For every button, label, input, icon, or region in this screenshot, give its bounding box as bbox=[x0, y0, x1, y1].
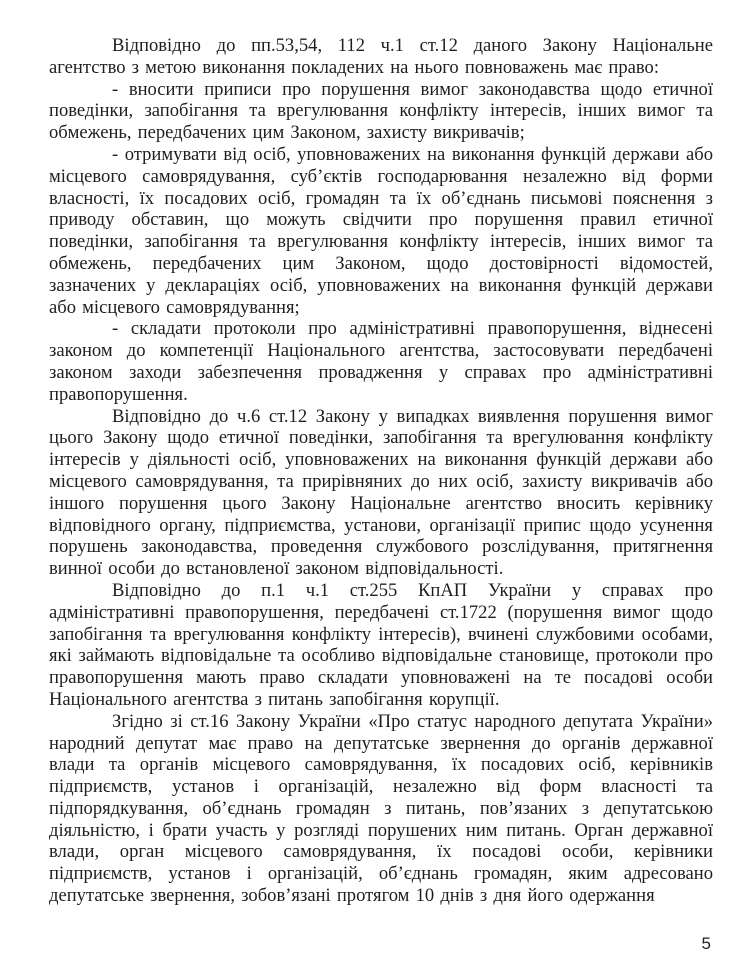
document-text-block bbox=[49, 35, 713, 907]
paragraph: Відповідно до п.1 ч.1 ст.255 КпАП України у справах про адміністративні правопорушення, передбачені ст.1722 (порушення вимог щодо запобігання та врегулювання конфлікту інтересів), вчинені службовими особами, які займають відповідальне та особливо відповідальне становище, протоколи про правопорушення мають право складати уповноважені на те посадові особи Національного агентства з питань запобігання корупції. bbox=[49, 579, 713, 710]
paragraph: Відповідно до ч.6 ст.12 Закону у випадках виявлення порушення вимог цього Закону щодо етичної поведінки, запобігання та врегулювання конфлікту інтересів у діяльності осіб, уповноважених на виконання функцій держави або місцевого самоврядування, та прирівняних до них осіб, захисту викривачів або іншого порушення цього Закону Національне агентство вносить керівнику відповідного органу, підприємства, установи, організації припис щодо усунення порушень законодавства, проведення службового розслідування, притягнення винної особи до встановленої законом відповідальності. bbox=[49, 405, 713, 580]
paragraph: - вносити приписи про порушення вимог законодавства щодо етичної поведінки, запобігання та врегулювання конфлікту інтересів, інших вимог та обмежень, передбачених цим Законом, захисту викривачів; bbox=[49, 78, 713, 144]
paragraph: - отримувати від осіб, уповноважених на виконання функцій держави або місцевого самоврядування, суб’єктів господарювання незалежно від форми власності, їх посадових осіб, громадян та їх об’єднань письмові пояснення з приводу обставин, що можуть свідчити про порушення правил етичної поведінки, запобігання та врегулювання конфлікту інтересів, інших вимог та обмежень, передбачених цим Законом, щодо достовірності відомостей, зазначених у деклараціях осіб, уповноважених на виконання функцій держави або місцевого самоврядування; bbox=[49, 143, 713, 318]
paragraph: - складати протоколи про адміністративні правопорушення, віднесені законом до компетенції Національного агентства, застосовувати передбачені законом заходи забезпечення провадження у справах про адміністративні правопорушення. bbox=[49, 318, 713, 405]
page-number: 5 bbox=[701, 934, 711, 953]
paragraph: Згідно зі ст.16 Закону України «Про статус народного депутата України» народний депутат має право на депутатське звернення до органів державної влади та органів місцевого самоврядування, їх посадових осіб, керівників підприємств, установ і організацій, незалежно від форм власності та підпорядкування, об’єднань громадян з питань, пов’язаних з депутатською діяльністю, і брати участь у розгляді порушених ним питань. Орган державної влади, орган місцевого самоврядування, їх посадові особи, керівники підприємств, установ і організацій, об’єднань громадян, яким адресовано депутатське звернення, зобов’язані протягом 10 днів з дня його одержання bbox=[49, 710, 713, 907]
paragraph: Відповідно до пп.53,54, 112 ч.1 ст.12 даного Закону Національне агентство з метою виконання покладених на нього повноважень має право: bbox=[49, 35, 713, 78]
